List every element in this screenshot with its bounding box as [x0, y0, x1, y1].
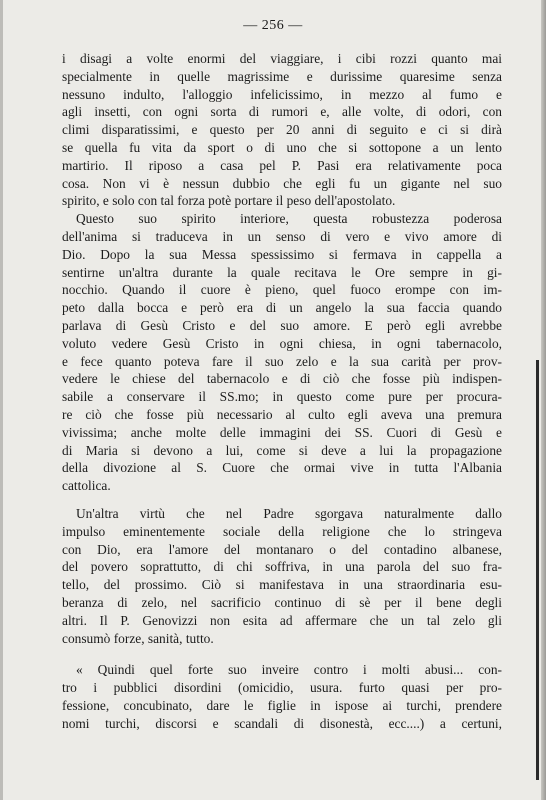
text-line: di Maria si devono a lui, come si deve a lui la propagazione	[62, 442, 502, 458]
page-edge-right	[541, 0, 546, 800]
text-line: del povero soprattutto, di chi soffriva, in una parola del suo fra-	[62, 559, 502, 575]
page-edge-left	[0, 0, 3, 800]
text-line: Questo suo spirito interiore, questa robustezza poderosa	[76, 211, 502, 227]
text-line: Dio. Dopo la sua Messa spessissimo si fermava in cappella a	[62, 246, 502, 262]
text-line: martirio. Il riposo a casa pel P. Pasi era relativamente poca	[62, 157, 502, 173]
text-line: parlava di Gesù Cristo e del suo amore. E però egli avrebbe	[62, 317, 502, 333]
text-line: agli insetti, con ogni sorta di rumori e, alle volte, di odori, con	[62, 104, 502, 120]
text-line: « Quindi quel forte suo inveire contro i molti abusi... con-	[76, 662, 502, 678]
paragraph-1	[62, 50, 502, 210]
text-line: consumò forze, sanità, tutto.	[62, 630, 214, 646]
text-line: vivissima; anche molte delle immagini dei SS. Cuori di Gesù e	[62, 424, 502, 440]
scan-edge-mark	[536, 360, 539, 780]
text-line: altri. Il P. Genovizzi non esita ad affermare che un tal zelo gli	[62, 612, 502, 628]
text-line: nomi turchi, discorsi e scandali di disonestà, ecc....) a certuni,	[62, 715, 502, 731]
text-line: nessuno indulto, l'alloggio infelicissimo, in mezzo al fumo e	[62, 86, 502, 102]
paragraph-3	[62, 505, 502, 647]
text-line: re ciò che fosse più necessario al culto egli aveva una premura	[62, 406, 502, 422]
text-line: peto dalla bocca e però era di un angelo la sua faccia quando	[62, 300, 502, 316]
page-number: — 256 —	[243, 18, 303, 33]
text-line: dell'anima si traduceva in un senso di vero e vivo amore di	[62, 228, 502, 244]
text-line: spirito, e solo con tal forza potè portare il peso dell'apostolato.	[62, 193, 396, 209]
text-line: fessione, concubinato, dare le figlie in ispose ai turchi, prendere	[62, 697, 502, 713]
paragraph-2	[62, 210, 502, 495]
text-line: specialmente in quelle magrissime e durissime quaresime senza	[62, 68, 502, 84]
text-line: tello, del prossimo. Ciò si manifestava in una straordinaria esu-	[62, 577, 502, 593]
text-line: vedere le chiese del tabernacolo e di ciò che fosse più indispen-	[62, 371, 502, 387]
text-line: i disagi a volte enormi del viaggiare, i cibi rozzi quanto mai	[62, 51, 502, 66]
text-line: e fece quanto poteva fare il suo zelo e la sua carità per prov-	[62, 353, 502, 369]
text-line: se quella fu vita da sport o di uno che si sottopone a un lento	[62, 139, 502, 155]
text-line: nocchio. Quando il cuore è pieno, quel fuoco erompe con im-	[62, 282, 502, 298]
paragraph-gap	[62, 495, 502, 505]
text-line: beranza di zelo, nel sacrificio continuo di sè per il bene degli	[62, 594, 502, 610]
text-line: sentirne un'altra durante la quale recitava le Ore sempre in gi-	[62, 264, 502, 280]
text-line: cattolica.	[62, 478, 111, 494]
text-line: Un'altra virtù che nel Padre sgorgava naturalmente dallo	[76, 505, 502, 521]
text-line: voluto vedere Gesù Cristo in ogni chiesa, in ogni tabernacolo,	[62, 335, 502, 351]
text-line: cosa. Non vi è nessun dubbio che egli fu un gigante nel suo	[62, 175, 502, 191]
body-text	[62, 50, 502, 732]
paragraph-quote	[62, 661, 502, 732]
paragraph-gap	[62, 647, 502, 661]
text-line: tro i pubblici disordini (omicidio, usura. furto quasi per pro-	[62, 680, 502, 696]
text-line: con Dio, era l'amore del montanaro o del contadino albanese,	[62, 541, 502, 557]
text-line: climi disparatissimi, e questo per 20 anni di seguito e ci si dirà	[62, 122, 502, 138]
text-line: impulso eminentemente sociale della religione che lo stringeva	[62, 523, 502, 539]
text-line: sabile a conservare il SS.mo; in questo come pure per procura-	[62, 389, 502, 405]
text-line: della divozione al S. Cuore che ormai vive in tutta l'Albania	[62, 460, 502, 476]
